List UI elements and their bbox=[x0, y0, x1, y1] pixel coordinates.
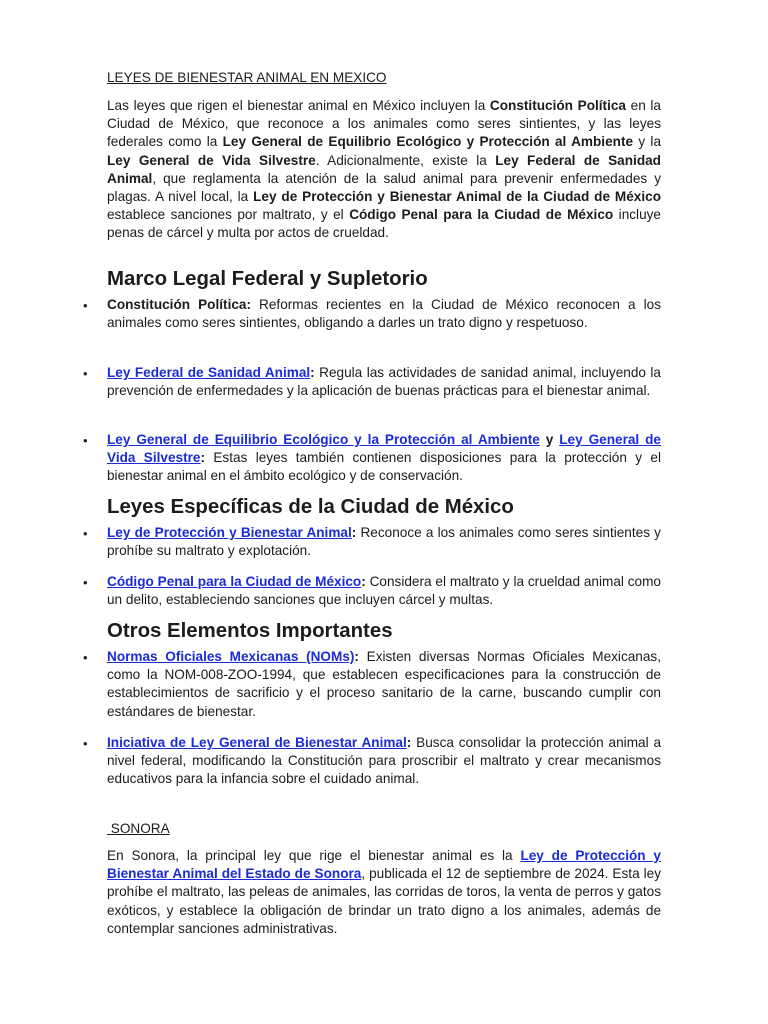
item-colon: : bbox=[351, 525, 357, 540]
section-heading-cdmx: Leyes Específicas de la Ciudad de México bbox=[107, 496, 514, 518]
item-colon: : bbox=[406, 735, 412, 750]
intro-paragraph bbox=[107, 97, 661, 243]
link-ley-federal-sanidad-animal[interactable]: Ley Federal de Sanidad Animal bbox=[107, 365, 311, 380]
intro-text: incluye penas de cárcel y multa por actos de crueldad. bbox=[107, 207, 661, 241]
list-item bbox=[107, 648, 661, 721]
intro-text: establece sanciones por maltrato, y el bbox=[107, 207, 350, 223]
intro-bold-proteccion-cdmx: Ley de Protección y Bienestar Animal de la Ciudad de México bbox=[253, 189, 661, 205]
item-colon: : bbox=[246, 297, 251, 312]
intro-bold-equilibrio: Ley General de Equilibrio Ecológico y Protección al Ambiente bbox=[222, 134, 634, 150]
link-ley-proteccion-sonora[interactable]: Ley de Protección y Bienestar Animal del Estado de Sonora bbox=[107, 848, 661, 882]
item-colon: : bbox=[354, 649, 359, 664]
intro-text: en la Ciudad de México, que reconoce a los animales como seres sintientes, y las leyes federales como la bbox=[107, 98, 661, 150]
item-text: Regula las actividades de sanidad animal, incluyendo la prevención de enfermedades y la aplicación de buenas prácticas para el bienestar animal. bbox=[107, 365, 661, 399]
item-label: Constitución Política bbox=[107, 297, 247, 312]
list-item bbox=[107, 364, 661, 400]
item-text: Reformas recientes en la Ciudad de México reconocen a los animales como seres sintientes, obligando a darles un trato digno y respetuoso. bbox=[107, 297, 661, 331]
sonora-text: , publicada el 12 de septiembre de 2024. Esta ley prohíbe el maltrato, las peleas de animales, las corridas de toros, la venta de perros y gatos exóticos, y establece la obligación de brindar un trato digno a los animales, además de contemplar sanciones administrativas. bbox=[107, 866, 661, 936]
intro-bold-sanidad: Ley Federal de Sanidad Animal bbox=[107, 152, 661, 186]
bullet-marker bbox=[83, 365, 91, 373]
item-text: Busca consolidar la protección animal a nivel federal, modificando la Constitución para proscribir el maltrato y crear mecanismos educativos para la infancia sobre el cuidado animal. bbox=[107, 735, 662, 787]
sonora-title bbox=[107, 820, 170, 838]
sonora-paragraph bbox=[107, 847, 661, 938]
intro-bold-constitucion: Constitución Política bbox=[489, 98, 626, 113]
section-heading-otros: Otros Elementos Importantes bbox=[107, 620, 393, 642]
item-joiner: y bbox=[539, 432, 560, 447]
bullet-marker bbox=[83, 525, 91, 533]
bullet-marker bbox=[83, 432, 91, 440]
item-text: Existen diversas Normas Oficiales Mexicanas, como la NOM-008-ZOO-1994, que establecen especificaciones para la construcción de establecimientos de sacrificio y el proceso sanitario de la carne, buscando cumplir con estándares de bienestar. bbox=[107, 649, 661, 719]
item-text: Estas leyes también contienen disposiciones para la protección y el bienestar animal en el ámbito ecológico y de conservación. bbox=[107, 450, 661, 484]
intro-text: . Adicionalmente, existe la bbox=[315, 152, 496, 168]
link-normas-oficiales-mexicanas[interactable]: Normas Oficiales Mexicanas (NOMs) bbox=[107, 649, 355, 664]
intro-bold-vida-silvestre: Ley General de Vida Silvestre bbox=[107, 152, 316, 168]
intro-bold-codigo-penal: Código Penal para la Ciudad de México bbox=[349, 207, 614, 223]
item-text: Reconoce a los animales como seres sintientes y prohíbe su maltrato y explotación. bbox=[107, 525, 661, 559]
list-item bbox=[107, 296, 661, 332]
item-colon: : bbox=[361, 574, 366, 589]
link-iniciativa-ley-general[interactable]: Iniciativa de Ley General de Bienestar Animal bbox=[107, 735, 407, 750]
bullet-marker bbox=[83, 297, 91, 305]
item-text: Considera el maltrato y la crueldad animal como un delito, estableciendo sanciones que incluyen cárcel y multas. bbox=[107, 574, 661, 608]
list-item bbox=[107, 431, 661, 486]
list-item bbox=[107, 524, 661, 560]
bullet-marker bbox=[83, 735, 91, 743]
link-ley-proteccion-bienestar-animal[interactable]: Ley de Protección y Bienestar Animal bbox=[107, 525, 352, 540]
sonora-text: En Sonora, la principal ley que rige el bienestar animal es la bbox=[107, 848, 521, 863]
section-heading-federal: Marco Legal Federal y Supletorio bbox=[107, 268, 428, 290]
intro-text: Las leyes que rigen el bienestar animal en México incluyen la bbox=[107, 98, 490, 113]
link-ley-general-equilibrio-ecologico[interactable]: Ley General de Equilibrio Ecológico y la Protección al Ambiente bbox=[107, 432, 540, 447]
intro-text: y la bbox=[633, 134, 661, 150]
sonora-title-text: SONORA bbox=[110, 821, 170, 836]
intro-text: , que reglamenta la atención de la salud animal para prevenir enfermedades y plagas. A nivel local, la bbox=[107, 170, 661, 205]
list-item bbox=[107, 573, 661, 609]
link-codigo-penal-cdmx[interactable]: Código Penal para la Ciudad de México bbox=[107, 574, 362, 589]
item-colon: : bbox=[200, 450, 206, 466]
list-item bbox=[107, 734, 661, 789]
link-ley-general-vida-silvestre[interactable]: Ley General de Vida Silvestre bbox=[107, 432, 661, 466]
bullet-marker bbox=[83, 649, 91, 657]
item-colon: : bbox=[310, 365, 315, 380]
bullet-marker bbox=[83, 574, 91, 582]
document-title: LEYES DE BIENESTAR ANIMAL EN MEXICO bbox=[107, 70, 387, 85]
